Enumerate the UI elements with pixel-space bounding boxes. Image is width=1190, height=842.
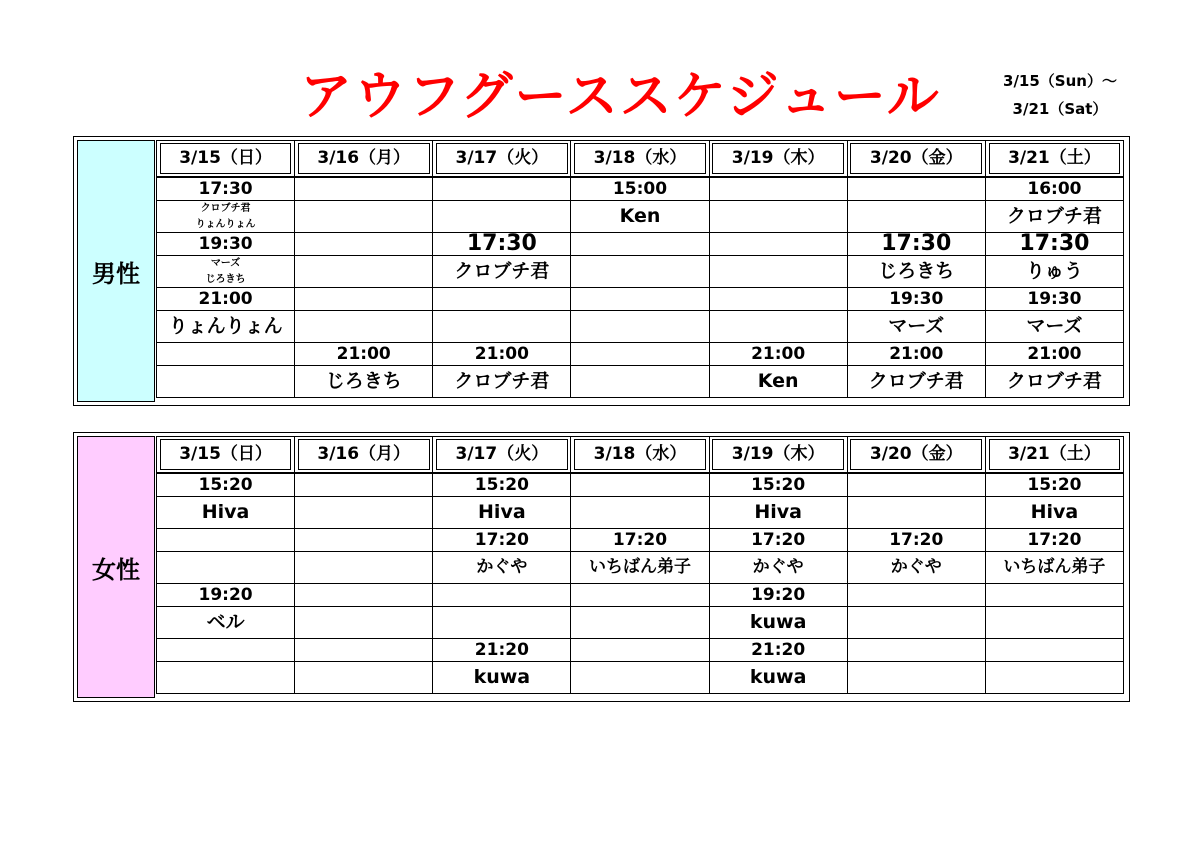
time-cell: 19:20: [709, 584, 847, 607]
name-cell: [985, 607, 1123, 639]
day-header: 3/20（金）: [847, 141, 985, 178]
name-cell: クロブチ君: [433, 366, 571, 398]
time-cell: [157, 529, 295, 552]
day-header: 3/19（木）: [709, 141, 847, 178]
name-cell: Ken: [571, 201, 709, 233]
name-cell: Hiva: [157, 497, 295, 529]
name-cell: [571, 311, 709, 343]
time-cell: 21:20: [709, 639, 847, 662]
time-cell: 15:20: [985, 473, 1123, 497]
time-cell: [847, 584, 985, 607]
table-row: [157, 662, 1124, 694]
time-cell: 17:30: [433, 233, 571, 256]
name-cell: kuwa: [709, 607, 847, 639]
name-cell: [985, 662, 1123, 694]
name-cell: [433, 607, 571, 639]
time-cell: 21:00: [295, 343, 433, 366]
time-cell: [571, 584, 709, 607]
name-cell: [571, 256, 709, 288]
name-cell: クロブチ君: [847, 366, 985, 398]
name-cell: Ken: [709, 366, 847, 398]
name-cell: [433, 201, 571, 233]
time-cell: 17:20: [571, 529, 709, 552]
time-cell: 17:20: [985, 529, 1123, 552]
time-cell: 21:00: [985, 343, 1123, 366]
time-cell: 15:20: [709, 473, 847, 497]
table-row: [157, 552, 1124, 584]
name-cell: [295, 256, 433, 288]
name-cell: [157, 662, 295, 694]
time-cell: [571, 288, 709, 311]
name-cell: ベル: [157, 607, 295, 639]
name-cell: じろきち: [295, 366, 433, 398]
time-cell: 19:30: [847, 288, 985, 311]
date-range-start: 3/15（Sun）～: [1003, 72, 1117, 90]
name-cell: kuwa: [433, 662, 571, 694]
female-section-label: 女性: [77, 436, 155, 698]
time-cell: [295, 584, 433, 607]
time-cell: 17:30: [985, 233, 1123, 256]
table-row: [157, 201, 1124, 233]
name-cell: [571, 607, 709, 639]
name-cell: [571, 497, 709, 529]
time-cell: [157, 639, 295, 662]
day-header: 3/16（月）: [295, 141, 433, 178]
name-cell: [571, 366, 709, 398]
table-row: [157, 288, 1124, 311]
name-cell: りゅう: [985, 256, 1123, 288]
time-cell: [157, 343, 295, 366]
time-cell: 17:20: [433, 529, 571, 552]
female-header-row: [157, 437, 1124, 474]
name-cell: [709, 256, 847, 288]
time-cell: [571, 343, 709, 366]
day-header: 3/21（土）: [985, 141, 1123, 178]
name-cell: かぐや: [433, 552, 571, 584]
time-cell: 17:30: [847, 233, 985, 256]
time-cell: 16:00: [985, 177, 1123, 201]
table-row: [157, 311, 1124, 343]
name-cell: [571, 662, 709, 694]
name-cell: [295, 607, 433, 639]
time-cell: [709, 177, 847, 201]
table-row: [157, 177, 1124, 201]
table-row: [157, 497, 1124, 529]
male-schedule-table: [156, 140, 1124, 398]
time-cell: [295, 233, 433, 256]
name-cell: クロブチ君: [985, 366, 1123, 398]
time-cell: [709, 233, 847, 256]
name-cell: [709, 201, 847, 233]
time-cell: 21:00: [847, 343, 985, 366]
name-cell: [157, 552, 295, 584]
time-cell: 17:20: [709, 529, 847, 552]
name-cell: かぐや: [709, 552, 847, 584]
time-cell: 17:30: [157, 177, 295, 201]
time-cell: 15:00: [571, 177, 709, 201]
time-cell: [709, 288, 847, 311]
name-cell: クロブチ君: [433, 256, 571, 288]
name-cell: マーズ じろきち: [157, 256, 295, 288]
time-cell: [295, 288, 433, 311]
time-cell: [571, 473, 709, 497]
time-cell: 21:20: [433, 639, 571, 662]
day-header: 3/17（火）: [433, 141, 571, 178]
time-cell: 19:30: [157, 233, 295, 256]
day-header: 3/16（月）: [295, 437, 433, 474]
name-cell: [295, 552, 433, 584]
date-range-end: 3/21（Sat）: [1012, 100, 1108, 118]
day-header: 3/15（日）: [157, 437, 295, 474]
time-cell: [295, 639, 433, 662]
time-cell: 15:20: [157, 473, 295, 497]
day-header: 3/17（火）: [433, 437, 571, 474]
table-row: [157, 584, 1124, 607]
name-cell: いちばん弟子: [571, 552, 709, 584]
male-schedule-section: [73, 136, 1130, 406]
name-cell: マーズ: [847, 311, 985, 343]
name-cell: かぐや: [847, 552, 985, 584]
time-cell: [847, 473, 985, 497]
male-header-row: [157, 141, 1124, 178]
name-cell: [295, 662, 433, 694]
table-row: [157, 607, 1124, 639]
name-cell: [433, 311, 571, 343]
female-schedule-table: [156, 436, 1124, 694]
name-cell: [295, 497, 433, 529]
day-header: 3/18（水）: [571, 437, 709, 474]
female-schedule-section: [73, 432, 1130, 702]
time-cell: [847, 177, 985, 201]
table-row: [157, 233, 1124, 256]
time-cell: [295, 529, 433, 552]
time-cell: [571, 233, 709, 256]
name-cell: Hiva: [985, 497, 1123, 529]
name-cell: クロブチ君 りょんりょん: [157, 201, 295, 233]
name-cell: いちばん弟子: [985, 552, 1123, 584]
time-cell: [985, 584, 1123, 607]
time-cell: 21:00: [157, 288, 295, 311]
name-cell: クロブチ君: [985, 201, 1123, 233]
day-header: 3/20（金）: [847, 437, 985, 474]
name-cell: [157, 366, 295, 398]
time-cell: 19:20: [157, 584, 295, 607]
day-header: 3/19（木）: [709, 437, 847, 474]
name-cell: [295, 311, 433, 343]
name-cell: [709, 311, 847, 343]
page-title: アウフグーススケジュール: [300, 67, 941, 127]
name-cell: [847, 201, 985, 233]
time-cell: [571, 639, 709, 662]
time-cell: [985, 639, 1123, 662]
table-row: [157, 529, 1124, 552]
time-cell: 17:20: [847, 529, 985, 552]
table-row: [157, 639, 1124, 662]
time-cell: [295, 473, 433, 497]
day-header: 3/21（土）: [985, 437, 1123, 474]
male-section-label: 男性: [77, 140, 155, 402]
time-cell: [433, 177, 571, 201]
name-cell: kuwa: [709, 662, 847, 694]
name-cell: じろきち: [847, 256, 985, 288]
name-cell: [295, 201, 433, 233]
time-cell: 15:20: [433, 473, 571, 497]
table-row: [157, 366, 1124, 398]
name-cell: りょんりょん: [157, 311, 295, 343]
time-cell: [847, 639, 985, 662]
day-header: 3/15（日）: [157, 141, 295, 178]
name-cell: [847, 662, 985, 694]
day-header: 3/18（水）: [571, 141, 709, 178]
table-row: [157, 256, 1124, 288]
time-cell: [433, 288, 571, 311]
time-cell: [295, 177, 433, 201]
table-row: [157, 473, 1124, 497]
name-cell: マーズ: [985, 311, 1123, 343]
name-cell: [847, 497, 985, 529]
time-cell: 21:00: [709, 343, 847, 366]
table-row: [157, 343, 1124, 366]
time-cell: 19:30: [985, 288, 1123, 311]
name-cell: Hiva: [709, 497, 847, 529]
name-cell: [847, 607, 985, 639]
time-cell: [433, 584, 571, 607]
time-cell: 21:00: [433, 343, 571, 366]
name-cell: Hiva: [433, 497, 571, 529]
